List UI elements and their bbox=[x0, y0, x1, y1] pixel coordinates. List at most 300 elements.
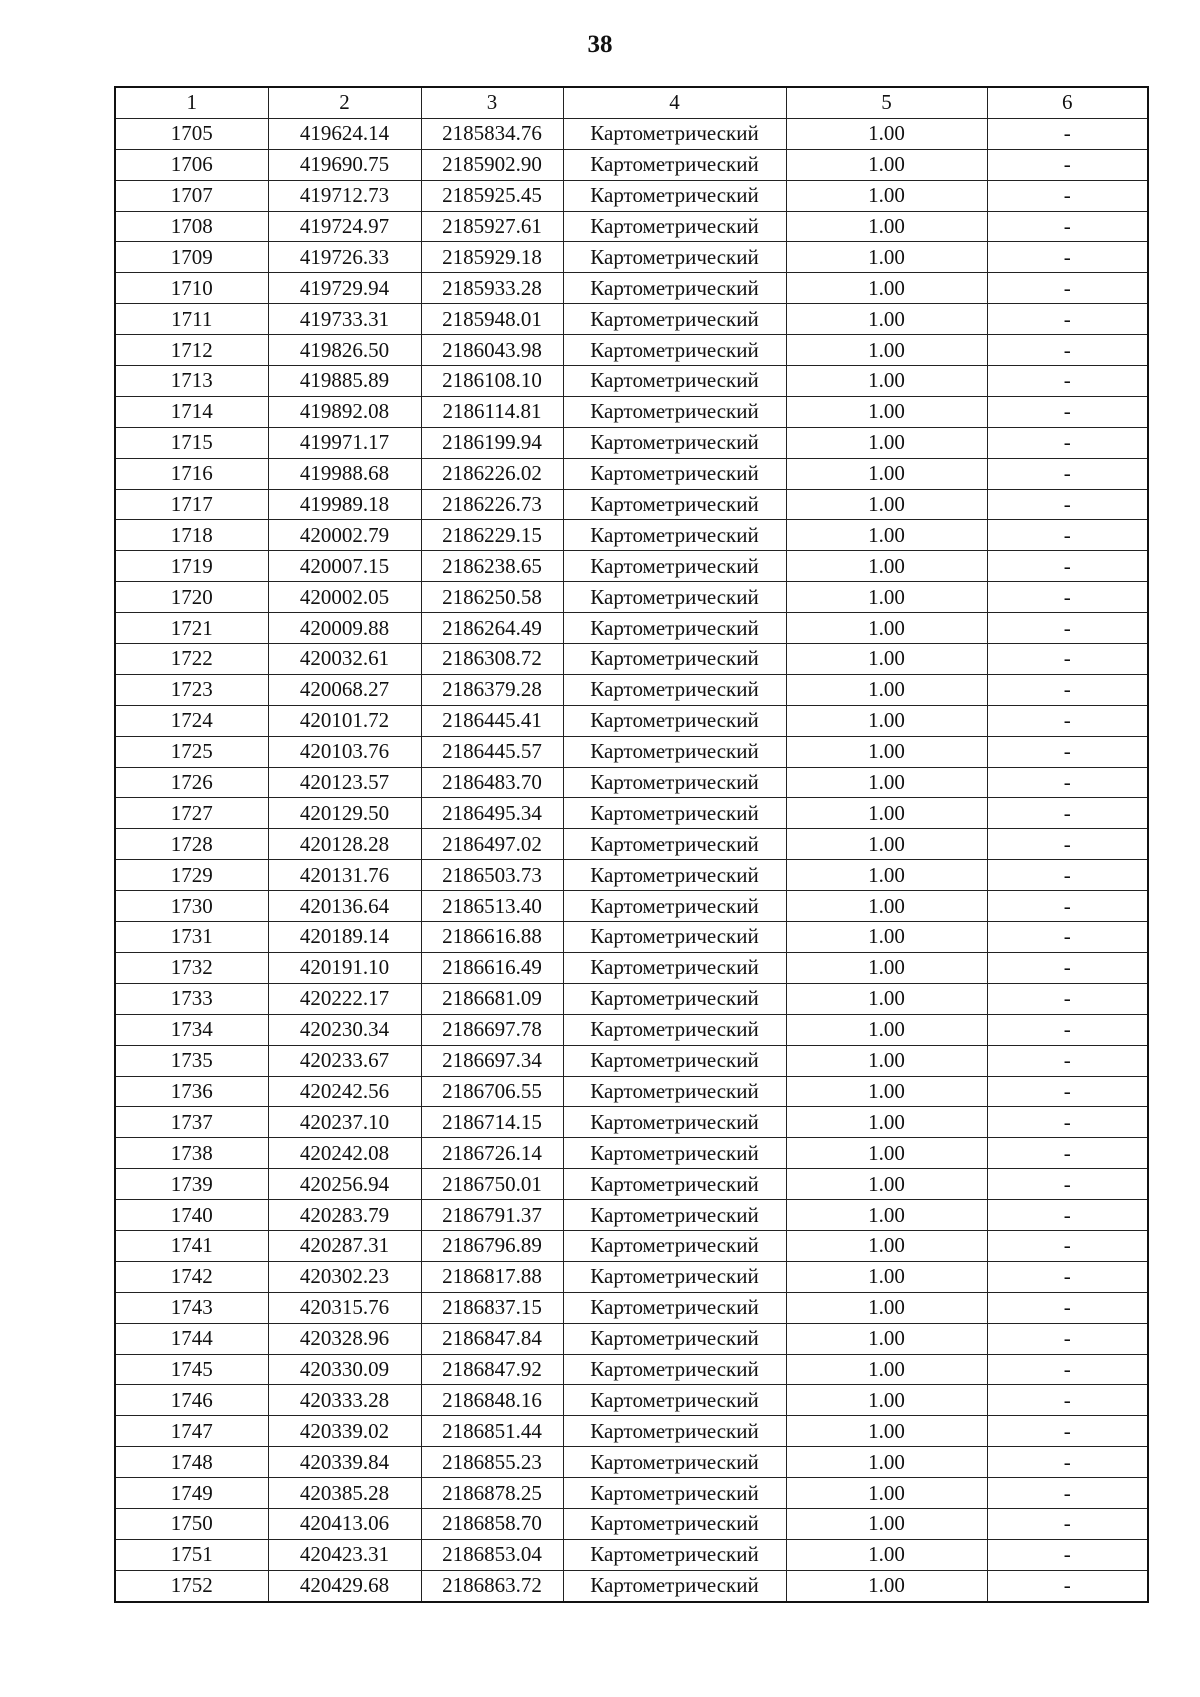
y-coordinate-cell: 2186858.70 bbox=[421, 1508, 563, 1539]
description-cell: - bbox=[987, 304, 1148, 335]
point-number-cell: 1731 bbox=[115, 922, 268, 953]
y-coordinate-cell: 2185929.18 bbox=[421, 242, 563, 273]
accuracy-cell: 1.00 bbox=[786, 1107, 987, 1138]
y-coordinate-cell: 2186847.84 bbox=[421, 1323, 563, 1354]
x-coordinate-cell: 420242.56 bbox=[268, 1076, 421, 1107]
y-coordinate-cell: 2186847.92 bbox=[421, 1354, 563, 1385]
point-number-cell: 1740 bbox=[115, 1200, 268, 1231]
method-cell: Картометрический bbox=[563, 1045, 786, 1076]
description-cell: - bbox=[987, 644, 1148, 675]
accuracy-cell: 1.00 bbox=[786, 304, 987, 335]
y-coordinate-cell: 2186497.02 bbox=[421, 829, 563, 860]
point-number-cell: 1736 bbox=[115, 1076, 268, 1107]
table-row bbox=[115, 1107, 1148, 1138]
description-cell: - bbox=[987, 1200, 1148, 1231]
y-coordinate-cell: 2186681.09 bbox=[421, 983, 563, 1014]
description-cell: - bbox=[987, 922, 1148, 953]
accuracy-cell: 1.00 bbox=[786, 1138, 987, 1169]
point-number-cell: 1728 bbox=[115, 829, 268, 860]
table-row bbox=[115, 644, 1148, 675]
point-number-cell: 1715 bbox=[115, 427, 268, 458]
x-coordinate-cell: 420339.84 bbox=[268, 1447, 421, 1478]
point-number-cell: 1719 bbox=[115, 551, 268, 582]
table-row bbox=[115, 983, 1148, 1014]
point-number-cell: 1726 bbox=[115, 767, 268, 798]
table-row bbox=[115, 273, 1148, 304]
method-cell: Картометрический bbox=[563, 922, 786, 953]
description-cell: - bbox=[987, 1385, 1148, 1416]
accuracy-cell: 1.00 bbox=[786, 489, 987, 520]
y-coordinate-cell: 2186837.15 bbox=[421, 1292, 563, 1323]
point-number-cell: 1744 bbox=[115, 1323, 268, 1354]
point-number-cell: 1720 bbox=[115, 582, 268, 613]
method-cell: Картометрический bbox=[563, 798, 786, 829]
method-cell: Картометрический bbox=[563, 1385, 786, 1416]
table-row bbox=[115, 613, 1148, 644]
description-cell: - bbox=[987, 335, 1148, 366]
x-coordinate-cell: 420222.17 bbox=[268, 983, 421, 1014]
description-cell: - bbox=[987, 118, 1148, 149]
description-cell: - bbox=[987, 736, 1148, 767]
y-coordinate-cell: 2185902.90 bbox=[421, 149, 563, 180]
table-header-row bbox=[115, 87, 1148, 118]
accuracy-cell: 1.00 bbox=[786, 1478, 987, 1509]
x-coordinate-cell: 419988.68 bbox=[268, 458, 421, 489]
y-coordinate-cell: 2186226.02 bbox=[421, 458, 563, 489]
accuracy-cell: 1.00 bbox=[786, 1323, 987, 1354]
y-coordinate-cell: 2186616.49 bbox=[421, 952, 563, 983]
x-coordinate-cell: 419733.31 bbox=[268, 304, 421, 335]
method-cell: Картометрический bbox=[563, 1478, 786, 1509]
column-header: 1 bbox=[115, 87, 268, 118]
point-number-cell: 1713 bbox=[115, 366, 268, 397]
point-number-cell: 1721 bbox=[115, 613, 268, 644]
method-cell: Картометрический bbox=[563, 396, 786, 427]
y-coordinate-cell: 2186483.70 bbox=[421, 767, 563, 798]
column-header: 3 bbox=[421, 87, 563, 118]
accuracy-cell: 1.00 bbox=[786, 1169, 987, 1200]
point-number-cell: 1707 bbox=[115, 180, 268, 211]
x-coordinate-cell: 419729.94 bbox=[268, 273, 421, 304]
y-coordinate-cell: 2186250.58 bbox=[421, 582, 563, 613]
method-cell: Картометрический bbox=[563, 366, 786, 397]
x-coordinate-cell: 419726.33 bbox=[268, 242, 421, 273]
method-cell: Картометрический bbox=[563, 1570, 786, 1601]
x-coordinate-cell: 420191.10 bbox=[268, 952, 421, 983]
y-coordinate-cell: 2185948.01 bbox=[421, 304, 563, 335]
y-coordinate-cell: 2186238.65 bbox=[421, 551, 563, 582]
y-coordinate-cell: 2186750.01 bbox=[421, 1169, 563, 1200]
method-cell: Картометрический bbox=[563, 674, 786, 705]
y-coordinate-cell: 2186108.10 bbox=[421, 366, 563, 397]
method-cell: Картометрический bbox=[563, 1323, 786, 1354]
accuracy-cell: 1.00 bbox=[786, 798, 987, 829]
method-cell: Картометрический bbox=[563, 860, 786, 891]
accuracy-cell: 1.00 bbox=[786, 1261, 987, 1292]
accuracy-cell: 1.00 bbox=[786, 1447, 987, 1478]
description-cell: - bbox=[987, 273, 1148, 304]
description-cell: - bbox=[987, 1107, 1148, 1138]
method-cell: Картометрический bbox=[563, 1169, 786, 1200]
method-cell: Картометрический bbox=[563, 1107, 786, 1138]
accuracy-cell: 1.00 bbox=[786, 952, 987, 983]
y-coordinate-cell: 2186791.37 bbox=[421, 1200, 563, 1231]
table-row bbox=[115, 520, 1148, 551]
description-cell: - bbox=[987, 1354, 1148, 1385]
method-cell: Картометрический bbox=[563, 1261, 786, 1292]
accuracy-cell: 1.00 bbox=[786, 860, 987, 891]
description-cell: - bbox=[987, 674, 1148, 705]
description-cell: - bbox=[987, 1076, 1148, 1107]
description-cell: - bbox=[987, 1261, 1148, 1292]
method-cell: Картометрический bbox=[563, 1416, 786, 1447]
x-coordinate-cell: 420230.34 bbox=[268, 1014, 421, 1045]
description-cell: - bbox=[987, 1323, 1148, 1354]
description-cell: - bbox=[987, 613, 1148, 644]
y-coordinate-cell: 2186697.78 bbox=[421, 1014, 563, 1045]
table-row bbox=[115, 118, 1148, 149]
description-cell: - bbox=[987, 489, 1148, 520]
table-row bbox=[115, 1478, 1148, 1509]
y-coordinate-cell: 2186043.98 bbox=[421, 335, 563, 366]
table-row bbox=[115, 551, 1148, 582]
y-coordinate-cell: 2186513.40 bbox=[421, 891, 563, 922]
accuracy-cell: 1.00 bbox=[786, 427, 987, 458]
x-coordinate-cell: 420068.27 bbox=[268, 674, 421, 705]
accuracy-cell: 1.00 bbox=[786, 1292, 987, 1323]
table-row bbox=[115, 1385, 1148, 1416]
method-cell: Картометрический bbox=[563, 644, 786, 675]
table-row bbox=[115, 489, 1148, 520]
method-cell: Картометрический bbox=[563, 1014, 786, 1045]
point-number-cell: 1751 bbox=[115, 1539, 268, 1570]
table-row bbox=[115, 1570, 1148, 1601]
method-cell: Картометрический bbox=[563, 551, 786, 582]
table-row bbox=[115, 952, 1148, 983]
x-coordinate-cell: 420330.09 bbox=[268, 1354, 421, 1385]
description-cell: - bbox=[987, 458, 1148, 489]
description-cell: - bbox=[987, 1570, 1148, 1601]
x-coordinate-cell: 420103.76 bbox=[268, 736, 421, 767]
accuracy-cell: 1.00 bbox=[786, 1416, 987, 1447]
accuracy-cell: 1.00 bbox=[786, 1045, 987, 1076]
description-cell: - bbox=[987, 1045, 1148, 1076]
method-cell: Картометрический bbox=[563, 211, 786, 242]
x-coordinate-cell: 420423.31 bbox=[268, 1539, 421, 1570]
x-coordinate-cell: 420242.08 bbox=[268, 1138, 421, 1169]
accuracy-cell: 1.00 bbox=[786, 767, 987, 798]
point-number-cell: 1738 bbox=[115, 1138, 268, 1169]
table-row bbox=[115, 149, 1148, 180]
x-coordinate-cell: 420002.79 bbox=[268, 520, 421, 551]
description-cell: - bbox=[987, 891, 1148, 922]
description-cell: - bbox=[987, 427, 1148, 458]
y-coordinate-cell: 2186616.88 bbox=[421, 922, 563, 953]
description-cell: - bbox=[987, 1508, 1148, 1539]
accuracy-cell: 1.00 bbox=[786, 1539, 987, 1570]
description-cell: - bbox=[987, 520, 1148, 551]
y-coordinate-cell: 2186226.73 bbox=[421, 489, 563, 520]
x-coordinate-cell: 420136.64 bbox=[268, 891, 421, 922]
x-coordinate-cell: 420256.94 bbox=[268, 1169, 421, 1200]
table-row bbox=[115, 1230, 1148, 1261]
table-row bbox=[115, 1447, 1148, 1478]
point-number-cell: 1727 bbox=[115, 798, 268, 829]
y-coordinate-cell: 2186114.81 bbox=[421, 396, 563, 427]
accuracy-cell: 1.00 bbox=[786, 705, 987, 736]
y-coordinate-cell: 2186855.23 bbox=[421, 1447, 563, 1478]
x-coordinate-cell: 419971.17 bbox=[268, 427, 421, 458]
x-coordinate-cell: 420237.10 bbox=[268, 1107, 421, 1138]
point-number-cell: 1712 bbox=[115, 335, 268, 366]
method-cell: Картометрический bbox=[563, 335, 786, 366]
accuracy-cell: 1.00 bbox=[786, 1570, 987, 1601]
method-cell: Картометрический bbox=[563, 829, 786, 860]
accuracy-cell: 1.00 bbox=[786, 396, 987, 427]
accuracy-cell: 1.00 bbox=[786, 211, 987, 242]
point-number-cell: 1752 bbox=[115, 1570, 268, 1601]
method-cell: Картометрический bbox=[563, 427, 786, 458]
y-coordinate-cell: 2186853.04 bbox=[421, 1539, 563, 1570]
x-coordinate-cell: 419624.14 bbox=[268, 118, 421, 149]
table-row bbox=[115, 767, 1148, 798]
coordinates-table bbox=[114, 86, 1149, 1603]
point-number-cell: 1730 bbox=[115, 891, 268, 922]
x-coordinate-cell: 420429.68 bbox=[268, 1570, 421, 1601]
method-cell: Картометрический bbox=[563, 1076, 786, 1107]
point-number-cell: 1729 bbox=[115, 860, 268, 891]
table-row bbox=[115, 1292, 1148, 1323]
y-coordinate-cell: 2186714.15 bbox=[421, 1107, 563, 1138]
y-coordinate-cell: 2185925.45 bbox=[421, 180, 563, 211]
table-body bbox=[115, 118, 1148, 1601]
method-cell: Картометрический bbox=[563, 1447, 786, 1478]
method-cell: Картометрический bbox=[563, 1200, 786, 1231]
point-number-cell: 1725 bbox=[115, 736, 268, 767]
table-row bbox=[115, 458, 1148, 489]
table-row bbox=[115, 335, 1148, 366]
description-cell: - bbox=[987, 242, 1148, 273]
description-cell: - bbox=[987, 952, 1148, 983]
y-coordinate-cell: 2186878.25 bbox=[421, 1478, 563, 1509]
accuracy-cell: 1.00 bbox=[786, 644, 987, 675]
accuracy-cell: 1.00 bbox=[786, 1508, 987, 1539]
method-cell: Картометрический bbox=[563, 705, 786, 736]
x-coordinate-cell: 420131.76 bbox=[268, 860, 421, 891]
y-coordinate-cell: 2186817.88 bbox=[421, 1261, 563, 1292]
y-coordinate-cell: 2186379.28 bbox=[421, 674, 563, 705]
y-coordinate-cell: 2186726.14 bbox=[421, 1138, 563, 1169]
y-coordinate-cell: 2186445.41 bbox=[421, 705, 563, 736]
x-coordinate-cell: 420189.14 bbox=[268, 922, 421, 953]
accuracy-cell: 1.00 bbox=[786, 551, 987, 582]
y-coordinate-cell: 2186863.72 bbox=[421, 1570, 563, 1601]
point-number-cell: 1734 bbox=[115, 1014, 268, 1045]
y-coordinate-cell: 2186229.15 bbox=[421, 520, 563, 551]
table-row bbox=[115, 891, 1148, 922]
description-cell: - bbox=[987, 582, 1148, 613]
y-coordinate-cell: 2186264.49 bbox=[421, 613, 563, 644]
point-number-cell: 1717 bbox=[115, 489, 268, 520]
accuracy-cell: 1.00 bbox=[786, 242, 987, 273]
y-coordinate-cell: 2186308.72 bbox=[421, 644, 563, 675]
x-coordinate-cell: 420328.96 bbox=[268, 1323, 421, 1354]
table-row bbox=[115, 922, 1148, 953]
accuracy-cell: 1.00 bbox=[786, 335, 987, 366]
table-row bbox=[115, 1261, 1148, 1292]
table-row bbox=[115, 1045, 1148, 1076]
method-cell: Картометрический bbox=[563, 613, 786, 644]
method-cell: Картометрический bbox=[563, 891, 786, 922]
y-coordinate-cell: 2186697.34 bbox=[421, 1045, 563, 1076]
table-row bbox=[115, 1200, 1148, 1231]
description-cell: - bbox=[987, 551, 1148, 582]
point-number-cell: 1709 bbox=[115, 242, 268, 273]
method-cell: Картометрический bbox=[563, 1230, 786, 1261]
x-coordinate-cell: 420009.88 bbox=[268, 613, 421, 644]
method-cell: Картометрический bbox=[563, 736, 786, 767]
accuracy-cell: 1.00 bbox=[786, 736, 987, 767]
y-coordinate-cell: 2186445.57 bbox=[421, 736, 563, 767]
page-number: 38 bbox=[587, 31, 613, 58]
y-coordinate-cell: 2186851.44 bbox=[421, 1416, 563, 1447]
x-coordinate-cell: 420315.76 bbox=[268, 1292, 421, 1323]
y-coordinate-cell: 2185834.76 bbox=[421, 118, 563, 149]
table-row bbox=[115, 1076, 1148, 1107]
method-cell: Картометрический bbox=[563, 767, 786, 798]
table-row bbox=[115, 1354, 1148, 1385]
accuracy-cell: 1.00 bbox=[786, 1014, 987, 1045]
x-coordinate-cell: 420385.28 bbox=[268, 1478, 421, 1509]
accuracy-cell: 1.00 bbox=[786, 1354, 987, 1385]
point-number-cell: 1733 bbox=[115, 983, 268, 1014]
description-cell: - bbox=[987, 860, 1148, 891]
accuracy-cell: 1.00 bbox=[786, 149, 987, 180]
point-number-cell: 1716 bbox=[115, 458, 268, 489]
table-row bbox=[115, 366, 1148, 397]
x-coordinate-cell: 420413.06 bbox=[268, 1508, 421, 1539]
point-number-cell: 1706 bbox=[115, 149, 268, 180]
table-row bbox=[115, 427, 1148, 458]
method-cell: Картометрический bbox=[563, 1508, 786, 1539]
table-row bbox=[115, 1323, 1148, 1354]
accuracy-cell: 1.00 bbox=[786, 891, 987, 922]
table-row bbox=[115, 1169, 1148, 1200]
accuracy-cell: 1.00 bbox=[786, 922, 987, 953]
point-number-cell: 1748 bbox=[115, 1447, 268, 1478]
point-number-cell: 1708 bbox=[115, 211, 268, 242]
point-number-cell: 1732 bbox=[115, 952, 268, 983]
accuracy-cell: 1.00 bbox=[786, 1076, 987, 1107]
x-coordinate-cell: 419712.73 bbox=[268, 180, 421, 211]
accuracy-cell: 1.00 bbox=[786, 582, 987, 613]
method-cell: Картометрический bbox=[563, 304, 786, 335]
x-coordinate-cell: 419885.89 bbox=[268, 366, 421, 397]
y-coordinate-cell: 2186495.34 bbox=[421, 798, 563, 829]
x-coordinate-cell: 419892.08 bbox=[268, 396, 421, 427]
point-number-cell: 1741 bbox=[115, 1230, 268, 1261]
method-cell: Картометрический bbox=[563, 1354, 786, 1385]
point-number-cell: 1747 bbox=[115, 1416, 268, 1447]
x-coordinate-cell: 420129.50 bbox=[268, 798, 421, 829]
point-number-cell: 1739 bbox=[115, 1169, 268, 1200]
method-cell: Картометрический bbox=[563, 520, 786, 551]
x-coordinate-cell: 420032.61 bbox=[268, 644, 421, 675]
point-number-cell: 1735 bbox=[115, 1045, 268, 1076]
table-row bbox=[115, 211, 1148, 242]
x-coordinate-cell: 420287.31 bbox=[268, 1230, 421, 1261]
description-cell: - bbox=[987, 1478, 1148, 1509]
method-cell: Картометрический bbox=[563, 180, 786, 211]
method-cell: Картометрический bbox=[563, 1539, 786, 1570]
table-row bbox=[115, 242, 1148, 273]
table-row bbox=[115, 1138, 1148, 1169]
accuracy-cell: 1.00 bbox=[786, 520, 987, 551]
description-cell: - bbox=[987, 829, 1148, 860]
accuracy-cell: 1.00 bbox=[786, 1230, 987, 1261]
description-cell: - bbox=[987, 211, 1148, 242]
table-row bbox=[115, 860, 1148, 891]
point-number-cell: 1724 bbox=[115, 705, 268, 736]
description-cell: - bbox=[987, 149, 1148, 180]
table-row bbox=[115, 705, 1148, 736]
table-row bbox=[115, 1014, 1148, 1045]
description-cell: - bbox=[987, 1292, 1148, 1323]
point-number-cell: 1710 bbox=[115, 273, 268, 304]
x-coordinate-cell: 420101.72 bbox=[268, 705, 421, 736]
table-row bbox=[115, 798, 1148, 829]
description-cell: - bbox=[987, 1416, 1148, 1447]
table-row bbox=[115, 829, 1148, 860]
x-coordinate-cell: 420339.02 bbox=[268, 1416, 421, 1447]
y-coordinate-cell: 2186199.94 bbox=[421, 427, 563, 458]
x-coordinate-cell: 420333.28 bbox=[268, 1385, 421, 1416]
point-number-cell: 1742 bbox=[115, 1261, 268, 1292]
table-row bbox=[115, 1508, 1148, 1539]
description-cell: - bbox=[987, 1447, 1148, 1478]
description-cell: - bbox=[987, 1138, 1148, 1169]
table-row bbox=[115, 304, 1148, 335]
x-coordinate-cell: 420233.67 bbox=[268, 1045, 421, 1076]
point-number-cell: 1750 bbox=[115, 1508, 268, 1539]
point-number-cell: 1737 bbox=[115, 1107, 268, 1138]
accuracy-cell: 1.00 bbox=[786, 983, 987, 1014]
x-coordinate-cell: 420128.28 bbox=[268, 829, 421, 860]
y-coordinate-cell: 2186503.73 bbox=[421, 860, 563, 891]
table-row bbox=[115, 180, 1148, 211]
accuracy-cell: 1.00 bbox=[786, 674, 987, 705]
accuracy-cell: 1.00 bbox=[786, 829, 987, 860]
method-cell: Картометрический bbox=[563, 983, 786, 1014]
method-cell: Картометрический bbox=[563, 1292, 786, 1323]
y-coordinate-cell: 2185927.61 bbox=[421, 211, 563, 242]
method-cell: Картометрический bbox=[563, 952, 786, 983]
table-row bbox=[115, 582, 1148, 613]
accuracy-cell: 1.00 bbox=[786, 118, 987, 149]
x-coordinate-cell: 420123.57 bbox=[268, 767, 421, 798]
y-coordinate-cell: 2186706.55 bbox=[421, 1076, 563, 1107]
column-header: 6 bbox=[987, 87, 1148, 118]
method-cell: Картометрический bbox=[563, 273, 786, 304]
method-cell: Картометрический bbox=[563, 149, 786, 180]
accuracy-cell: 1.00 bbox=[786, 1385, 987, 1416]
point-number-cell: 1718 bbox=[115, 520, 268, 551]
point-number-cell: 1749 bbox=[115, 1478, 268, 1509]
method-cell: Картометрический bbox=[563, 489, 786, 520]
accuracy-cell: 1.00 bbox=[786, 613, 987, 644]
description-cell: - bbox=[987, 1169, 1148, 1200]
column-header: 4 bbox=[563, 87, 786, 118]
